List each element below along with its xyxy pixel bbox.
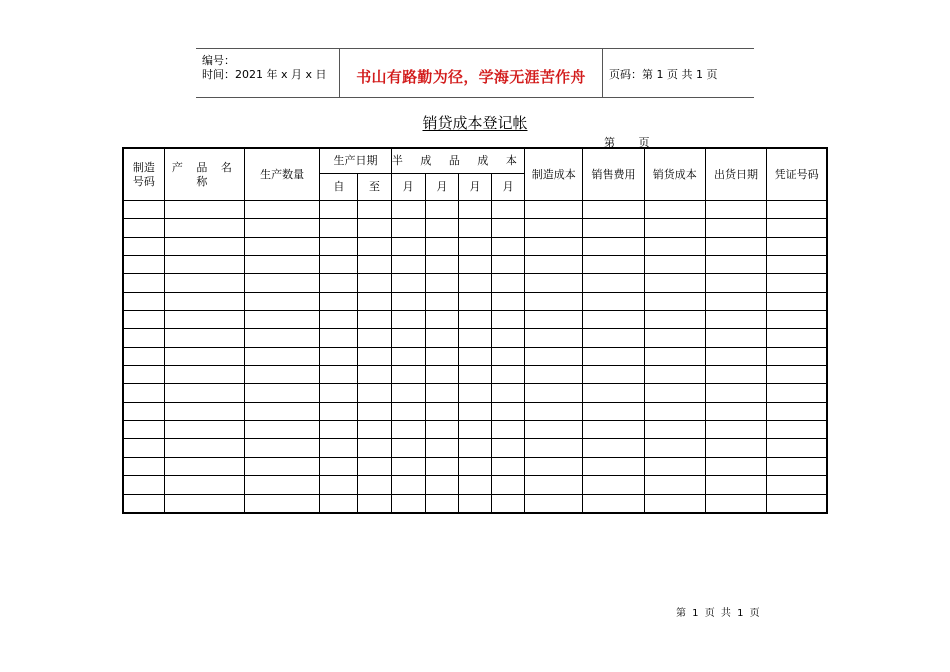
- table-cell[interactable]: [123, 439, 164, 457]
- table-cell[interactable]: [767, 476, 827, 494]
- sub-col-month-3: 月: [458, 174, 491, 201]
- table-cell[interactable]: [320, 494, 358, 513]
- table-cell[interactable]: [425, 494, 458, 513]
- table-cell[interactable]: [705, 347, 766, 365]
- table-cell[interactable]: [583, 402, 644, 420]
- table-cell[interactable]: [391, 384, 425, 402]
- header-row-main: [123, 148, 827, 174]
- table-cell[interactable]: [123, 237, 164, 255]
- table-cell[interactable]: [767, 329, 827, 347]
- table-cell[interactable]: [320, 237, 358, 255]
- table-cell[interactable]: [705, 421, 766, 439]
- table-cell[interactable]: [644, 457, 705, 475]
- table-cell[interactable]: [583, 329, 644, 347]
- table-cell[interactable]: [123, 329, 164, 347]
- table-cell[interactable]: [320, 457, 358, 475]
- table-cell[interactable]: [164, 219, 244, 237]
- table-cell[interactable]: [358, 457, 391, 475]
- table-cell[interactable]: [644, 201, 705, 219]
- table-cell[interactable]: [492, 457, 525, 475]
- table-cell[interactable]: [123, 311, 164, 329]
- table-cell[interactable]: [583, 274, 644, 292]
- table-cell[interactable]: [583, 311, 644, 329]
- document-title: [0, 113, 950, 133]
- table-cell[interactable]: [320, 219, 358, 237]
- table-cell[interactable]: [644, 494, 705, 513]
- col-production-qty: 生产数量: [245, 148, 320, 201]
- col-sales-expense: 销售费用: [583, 148, 644, 201]
- table-cell[interactable]: [767, 237, 827, 255]
- table-cell[interactable]: [705, 329, 766, 347]
- table-cell[interactable]: [767, 274, 827, 292]
- table-cell[interactable]: [164, 421, 244, 439]
- col-sales-cost: 销货成本: [644, 148, 705, 201]
- table-row: [123, 366, 827, 384]
- table-cell[interactable]: [320, 347, 358, 365]
- ledger-body: [123, 201, 827, 513]
- table-cell[interactable]: [245, 494, 320, 513]
- col-semi-finished-cost: 半 成 品 成 本: [391, 148, 525, 174]
- table-cell[interactable]: [492, 402, 525, 420]
- ledger-table: [122, 147, 828, 514]
- table-cell[interactable]: [245, 311, 320, 329]
- table-cell[interactable]: [583, 292, 644, 310]
- table-cell[interactable]: [492, 274, 525, 292]
- table-cell[interactable]: [705, 201, 766, 219]
- table-cell[interactable]: [123, 402, 164, 420]
- table-cell[interactable]: [320, 311, 358, 329]
- sub-col-from: 自: [320, 174, 358, 201]
- table-cell[interactable]: [425, 457, 458, 475]
- table-cell[interactable]: [320, 274, 358, 292]
- table-cell[interactable]: [458, 219, 491, 237]
- table-cell[interactable]: [644, 421, 705, 439]
- table-cell[interactable]: [245, 421, 320, 439]
- table-cell[interactable]: [391, 201, 425, 219]
- table-cell[interactable]: [425, 384, 458, 402]
- table-cell[interactable]: [767, 292, 827, 310]
- table-cell[interactable]: [164, 494, 244, 513]
- table-cell[interactable]: [123, 457, 164, 475]
- table-cell[interactable]: [458, 311, 491, 329]
- table-cell[interactable]: [644, 439, 705, 457]
- table-cell[interactable]: [583, 256, 644, 274]
- table-cell[interactable]: [358, 494, 391, 513]
- table-cell[interactable]: [644, 366, 705, 384]
- table-cell[interactable]: [358, 439, 391, 457]
- table-cell[interactable]: [705, 439, 766, 457]
- table-cell[interactable]: [492, 311, 525, 329]
- table-cell[interactable]: [164, 439, 244, 457]
- table-cell[interactable]: [123, 347, 164, 365]
- table-row: [123, 311, 827, 329]
- table-row: [123, 274, 827, 292]
- table-cell[interactable]: [525, 256, 583, 274]
- table-cell[interactable]: [164, 292, 244, 310]
- time-label: 时间：2021 年 x 月 x 日: [202, 68, 327, 81]
- table-cell[interactable]: [644, 274, 705, 292]
- table-cell[interactable]: [164, 347, 244, 365]
- table-cell[interactable]: [245, 384, 320, 402]
- table-cell[interactable]: [245, 439, 320, 457]
- table-cell[interactable]: [164, 237, 244, 255]
- table-cell[interactable]: [425, 402, 458, 420]
- table-cell[interactable]: [164, 274, 244, 292]
- table-row: [123, 457, 827, 475]
- col-manufacture-cost: 制造成本: [525, 148, 583, 201]
- table-cell[interactable]: [391, 311, 425, 329]
- table-cell[interactable]: [583, 237, 644, 255]
- table-cell[interactable]: [391, 457, 425, 475]
- table-cell[interactable]: [767, 494, 827, 513]
- table-cell[interactable]: [245, 476, 320, 494]
- table-cell[interactable]: [525, 219, 583, 237]
- table-cell[interactable]: [320, 476, 358, 494]
- table-cell[interactable]: [705, 311, 766, 329]
- sub-col-month-4: 月: [492, 174, 525, 201]
- table-cell[interactable]: [164, 384, 244, 402]
- table-cell[interactable]: [391, 439, 425, 457]
- table-cell[interactable]: [705, 366, 766, 384]
- table-cell[interactable]: [320, 366, 358, 384]
- table-cell[interactable]: [358, 384, 391, 402]
- table-row: [123, 494, 827, 513]
- table-cell[interactable]: [358, 329, 391, 347]
- table-cell[interactable]: [245, 237, 320, 255]
- table-cell[interactable]: [767, 256, 827, 274]
- table-cell[interactable]: [358, 219, 391, 237]
- table-cell[interactable]: [492, 201, 525, 219]
- table-cell[interactable]: [705, 494, 766, 513]
- table-cell[interactable]: [492, 439, 525, 457]
- table-cell[interactable]: [492, 256, 525, 274]
- table-cell[interactable]: [583, 457, 644, 475]
- table-cell[interactable]: [583, 439, 644, 457]
- table-row: [123, 476, 827, 494]
- table-cell[interactable]: [525, 347, 583, 365]
- table-cell[interactable]: [705, 274, 766, 292]
- table-cell[interactable]: [644, 256, 705, 274]
- table-cell[interactable]: [767, 366, 827, 384]
- table-cell[interactable]: [583, 219, 644, 237]
- table-cell[interactable]: [358, 311, 391, 329]
- table-row: [123, 384, 827, 402]
- table-cell[interactable]: [391, 219, 425, 237]
- table-cell[interactable]: [358, 366, 391, 384]
- table-cell[interactable]: [525, 274, 583, 292]
- table-cell[interactable]: [644, 237, 705, 255]
- table-cell[interactable]: [245, 292, 320, 310]
- table-cell[interactable]: [767, 402, 827, 420]
- table-cell[interactable]: [525, 237, 583, 255]
- table-cell[interactable]: [123, 219, 164, 237]
- table-cell[interactable]: [767, 347, 827, 365]
- table-cell[interactable]: [583, 347, 644, 365]
- table-cell[interactable]: [458, 329, 491, 347]
- table-cell[interactable]: [583, 201, 644, 219]
- table-cell[interactable]: [492, 329, 525, 347]
- table-row: [123, 219, 827, 237]
- table-cell[interactable]: [164, 476, 244, 494]
- table-cell[interactable]: [123, 421, 164, 439]
- table-cell[interactable]: [245, 329, 320, 347]
- table-cell[interactable]: [525, 329, 583, 347]
- header-page-cell: [603, 49, 754, 97]
- table-cell[interactable]: [358, 274, 391, 292]
- table-cell[interactable]: [425, 219, 458, 237]
- table-cell[interactable]: [492, 476, 525, 494]
- table-cell[interactable]: [425, 476, 458, 494]
- table-cell[interactable]: [164, 311, 244, 329]
- col-manufacture-no: [123, 148, 164, 201]
- table-cell[interactable]: [767, 311, 827, 329]
- table-cell[interactable]: [245, 256, 320, 274]
- table-cell[interactable]: [583, 494, 644, 513]
- table-cell[interactable]: [391, 366, 425, 384]
- table-cell[interactable]: [525, 476, 583, 494]
- table-cell[interactable]: [525, 201, 583, 219]
- table-cell[interactable]: [391, 402, 425, 420]
- table-row: [123, 347, 827, 365]
- table-cell[interactable]: [391, 329, 425, 347]
- table-cell[interactable]: [320, 329, 358, 347]
- document-header: [196, 48, 754, 98]
- table-cell[interactable]: [492, 421, 525, 439]
- table-cell[interactable]: [245, 201, 320, 219]
- table-cell[interactable]: [644, 384, 705, 402]
- table-cell[interactable]: [425, 311, 458, 329]
- table-cell[interactable]: [123, 476, 164, 494]
- table-cell[interactable]: [425, 256, 458, 274]
- table-cell[interactable]: [358, 421, 391, 439]
- table-cell[interactable]: [391, 292, 425, 310]
- table-cell[interactable]: [391, 476, 425, 494]
- table-cell[interactable]: [705, 219, 766, 237]
- table-cell[interactable]: [391, 256, 425, 274]
- table-cell[interactable]: [525, 384, 583, 402]
- table-cell[interactable]: [644, 311, 705, 329]
- col-manufacture-no-label: 制造 号码: [132, 160, 155, 188]
- table-cell[interactable]: [358, 402, 391, 420]
- sub-col-month-1: 月: [391, 174, 425, 201]
- table-cell[interactable]: [123, 366, 164, 384]
- table-cell[interactable]: [525, 402, 583, 420]
- table-cell[interactable]: [425, 274, 458, 292]
- table-cell[interactable]: [425, 421, 458, 439]
- table-cell[interactable]: [525, 439, 583, 457]
- col-shipping-date: 出货日期: [705, 148, 766, 201]
- table-cell[interactable]: [425, 292, 458, 310]
- table-cell[interactable]: [458, 274, 491, 292]
- table-cell[interactable]: [705, 237, 766, 255]
- table-cell[interactable]: [644, 329, 705, 347]
- table-cell[interactable]: [525, 311, 583, 329]
- table-cell[interactable]: [458, 476, 491, 494]
- table-cell[interactable]: [425, 237, 458, 255]
- table-cell[interactable]: [320, 201, 358, 219]
- table-row: [123, 421, 827, 439]
- table-cell[interactable]: [767, 219, 827, 237]
- table-cell[interactable]: [705, 402, 766, 420]
- table-cell[interactable]: [164, 366, 244, 384]
- table-cell[interactable]: [767, 384, 827, 402]
- table-row: [123, 237, 827, 255]
- table-cell[interactable]: [358, 292, 391, 310]
- table-cell[interactable]: [705, 256, 766, 274]
- table-cell[interactable]: [767, 457, 827, 475]
- sheet-number: 第 页: [604, 136, 650, 149]
- document-title-text: 销贷成本登记帐: [422, 114, 528, 132]
- table-cell[interactable]: [164, 256, 244, 274]
- table-cell[interactable]: [245, 402, 320, 420]
- table-cell[interactable]: [458, 347, 491, 365]
- table-cell[interactable]: [705, 476, 766, 494]
- table-cell[interactable]: [425, 347, 458, 365]
- table-cell[interactable]: [123, 494, 164, 513]
- table-cell[interactable]: [391, 274, 425, 292]
- table-cell[interactable]: [458, 457, 491, 475]
- table-cell[interactable]: [644, 402, 705, 420]
- table-cell[interactable]: [458, 201, 491, 219]
- table-cell[interactable]: [644, 476, 705, 494]
- table-cell[interactable]: [245, 347, 320, 365]
- table-cell[interactable]: [492, 384, 525, 402]
- table-cell[interactable]: [123, 201, 164, 219]
- table-cell[interactable]: [492, 366, 525, 384]
- table-cell[interactable]: [583, 476, 644, 494]
- table-cell[interactable]: [525, 421, 583, 439]
- table-cell[interactable]: [358, 237, 391, 255]
- sub-col-to: 至: [358, 174, 391, 201]
- table-cell[interactable]: [705, 457, 766, 475]
- table-row: [123, 292, 827, 310]
- table-row: [123, 329, 827, 347]
- table-cell[interactable]: [123, 274, 164, 292]
- table-cell[interactable]: [320, 384, 358, 402]
- page-footer: 第 1 页 共 1 页: [676, 608, 760, 619]
- col-production-date: 生产日期: [320, 148, 391, 174]
- table-cell[interactable]: [525, 457, 583, 475]
- table-cell[interactable]: [644, 292, 705, 310]
- table-cell[interactable]: [492, 219, 525, 237]
- table-row: [123, 402, 827, 420]
- table-cell[interactable]: [492, 347, 525, 365]
- number-label: 编号：: [202, 54, 235, 67]
- page-code: 页码：第 1 页 共 1 页: [609, 68, 718, 81]
- table-cell[interactable]: [458, 494, 491, 513]
- table-cell[interactable]: [458, 256, 491, 274]
- table-cell[interactable]: [320, 421, 358, 439]
- table-cell[interactable]: [458, 237, 491, 255]
- table-cell[interactable]: [492, 494, 525, 513]
- table-cell[interactable]: [123, 292, 164, 310]
- table-row: [123, 256, 827, 274]
- col-voucher-no: 凭证号码: [767, 148, 827, 201]
- table-cell[interactable]: [164, 201, 244, 219]
- table-cell[interactable]: [245, 274, 320, 292]
- table-cell[interactable]: [458, 384, 491, 402]
- table-cell[interactable]: [320, 402, 358, 420]
- table-cell[interactable]: [492, 237, 525, 255]
- header-meta-cell: [196, 49, 340, 97]
- sub-col-month-2: 月: [425, 174, 458, 201]
- table-cell[interactable]: [644, 219, 705, 237]
- table-cell[interactable]: [458, 402, 491, 420]
- motto-text: 书山有路勤为径，学海无涯苦作舟: [356, 68, 586, 86]
- table-cell[interactable]: [164, 402, 244, 420]
- table-row: [123, 439, 827, 457]
- table-cell[interactable]: [583, 421, 644, 439]
- table-cell[interactable]: [425, 201, 458, 219]
- table-cell[interactable]: [525, 292, 583, 310]
- table-cell[interactable]: [583, 366, 644, 384]
- table-cell[interactable]: [320, 439, 358, 457]
- table-cell[interactable]: [583, 384, 644, 402]
- table-cell[interactable]: [391, 347, 425, 365]
- table-cell[interactable]: [525, 494, 583, 513]
- table-cell[interactable]: [458, 421, 491, 439]
- table-cell[interactable]: [705, 292, 766, 310]
- table-row: [123, 201, 827, 219]
- table-cell[interactable]: [767, 421, 827, 439]
- table-cell[interactable]: [164, 329, 244, 347]
- table-cell[interactable]: [320, 256, 358, 274]
- table-cell[interactable]: [123, 256, 164, 274]
- table-cell[interactable]: [123, 384, 164, 402]
- table-cell[interactable]: [245, 219, 320, 237]
- table-cell[interactable]: [458, 439, 491, 457]
- table-cell[interactable]: [425, 439, 458, 457]
- table-cell[interactable]: [492, 292, 525, 310]
- table-cell[interactable]: [458, 292, 491, 310]
- table-cell[interactable]: [391, 237, 425, 255]
- table-cell[interactable]: [525, 366, 583, 384]
- table-cell[interactable]: [644, 347, 705, 365]
- table-cell[interactable]: [164, 457, 244, 475]
- table-cell[interactable]: [358, 256, 391, 274]
- table-cell[interactable]: [358, 476, 391, 494]
- table-cell[interactable]: [767, 201, 827, 219]
- table-cell[interactable]: [358, 347, 391, 365]
- table-cell[interactable]: [425, 329, 458, 347]
- table-cell[interactable]: [320, 292, 358, 310]
- table-cell[interactable]: [358, 201, 391, 219]
- table-cell[interactable]: [391, 421, 425, 439]
- table-cell[interactable]: [391, 494, 425, 513]
- table-cell[interactable]: [245, 366, 320, 384]
- table-cell[interactable]: [458, 366, 491, 384]
- table-cell[interactable]: [425, 366, 458, 384]
- table-cell[interactable]: [705, 384, 766, 402]
- header-motto-cell: [340, 49, 603, 97]
- table-cell[interactable]: [767, 439, 827, 457]
- col-product-name: 产 品 名 称: [164, 148, 244, 201]
- table-cell[interactable]: [245, 457, 320, 475]
